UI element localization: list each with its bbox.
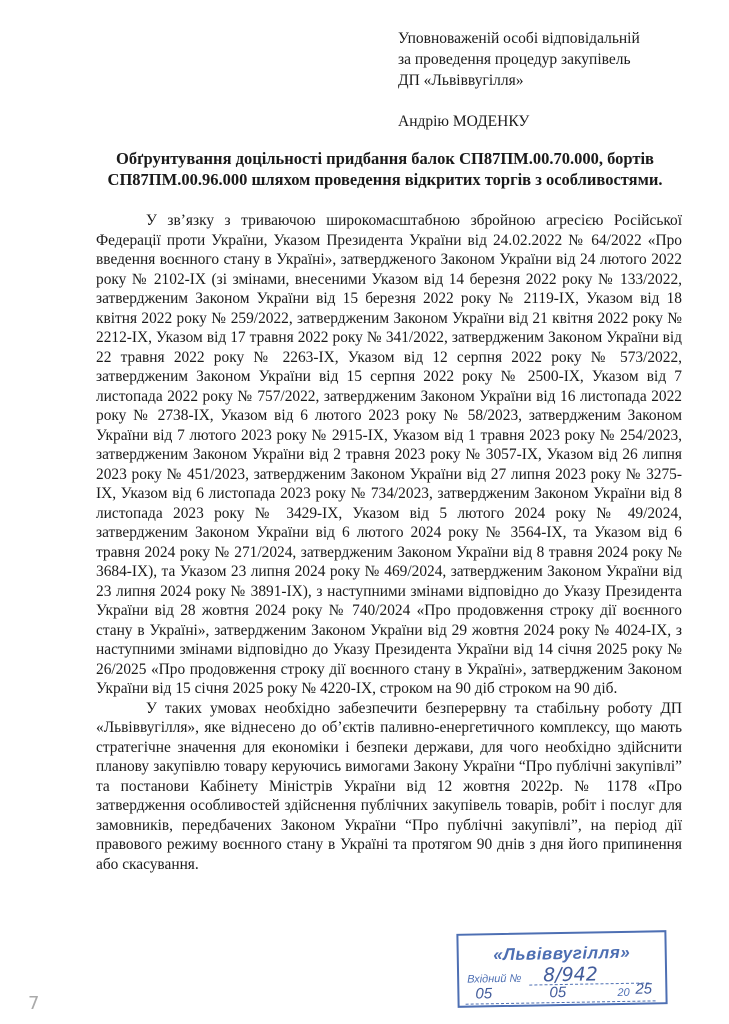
stamp-date-rule [466, 1000, 656, 1004]
stamp-incoming-number: 8/942 [542, 963, 599, 987]
addressee-block [398, 28, 698, 132]
paragraph-justification: У таких умовах необхідно забезпечити безперервну та стабільну роботу ДП «Львіввугілля», яке віднесено до об’єктів паливно-енергетичного комплексу, що мають стратегічне значення для економіки і безпеки держави, для чого необхідно здійснити планову закупівлю товару керуючись вимогами Закону України “Про публічні закупівлі” та постанови Кабінету Міністрів України від 12 жовтня 2022р. № 1178 «Про затвердження особливостей здійснення публічних закупівель товарів, робіт і послуг для замовників, передбачених Законом України “Про публічні закупівлі”, на період дії правового режиму воєнного стану в Україні та протягом 90 днів з дня його припинення або скасування. [96, 699, 682, 873]
document-body [96, 211, 682, 874]
paragraph-martial-law: У зв’язку з триваючою широкомасштабною збройною агресією Російської Федерації проти України, Указом Президента України від 24.02.2022 № 64/2022 «Про введення воєнного стану в Україні», затвердженого Законом України від 24 лютого 2022 року № 2102-ІХ (зі змінами, внесеними Указом від 14 березня 2022 року № 133/2022, затвердженим Законом України від 15 березня 2022 року № 2119-ІХ, Указом від 18 квітня 2022 року № 259/2022, затвердженим Законом України від 21 квітня 2022 року № 2212-ІХ, Указом від 17 травня 2022 року № 341/2022, затвердженим Законом України від 22 травня 2022 року № 2263-ІХ, Указом від 12 серпня 2022 року № 573/2022, затвердженим Законом України від 15 серпня 2022 року № 2500-ІХ, Указом від 7 листопада 2022 року № 757/2022, затвердженим Законом України від 16 листопада 2022 року № 2738-ІХ, Указом від 6 лютого 2023 року № 58/2023, затвердженим Законом України від 7 лютого 2023 року № 2915-ІХ, Указом від 1 травня 2023 року № 254/2023, затвердженим Законом України від 2 травня 2023 року № 3057-ІХ, Указом від 26 липня 2023 року № 451/2023, затвердженим Законом України від 27 липня 2023 року № 3275-ІХ, Указом від 6 листопада 2023 року № 734/2023, затвердженим Законом України від 8 листопада 2023 року № 3429-ІХ, Указом від 5 лютого 2024 року № 49/2024, затвердженим Законом України від 6 лютого 2024 року № 3564-ІХ, та Указом від 6 травня 2024 року № 271/2024, затвердженим Законом України від 8 травня 2024 року № 3684-ІХ), та Указом 23 липня 2024 року № 469/2024, затвердженим Законом України від 23 липня 2024 року № 3891-ІХ), з наступними змінами відповідно до Указу Президента України від 28 жовтня 2024 року № 740/2024 «Про продовження строку дії воєнного стану в Україні», затвердженим Законом України від 29 жовтня 2024 року № 4024-ІХ, з наступними змінами відповідно до Указу Президента України від 14 січня 2025 року № 26/2025 «Про продовження строку дії воєнного стану в Україні», затвердженим Законом України від 15 січня 2025 року № 4220-ІХ, строком на 90 діб строком на 90 діб. [96, 212, 682, 697]
registration-stamp [456, 930, 667, 1008]
title-line-2: СП87ПМ.00.96.000 шляхом проведення відкритих торгів з особливостями. [107, 170, 663, 189]
addressee-line-3: ДП «Львіввугілля» [398, 72, 524, 89]
stamp-month: 05 [549, 983, 567, 1002]
stamp-org: «Львіввугілля» [493, 942, 631, 965]
document-title [60, 148, 710, 190]
margin-mark: 7 [28, 993, 40, 1014]
title-line-1: Обґрунтування доцільності придбання балок СП87ПМ.00.70.000, бортів [116, 149, 654, 168]
stamp-year-prefix: 20 [617, 986, 630, 1000]
stamp-day: 05 [475, 985, 493, 1003]
stamp-incoming-label: Вхідний № [467, 972, 522, 986]
stamp-year-suffix: 25 [635, 980, 653, 998]
addressee-name: Андрію МОДЕНКУ [398, 113, 530, 130]
addressee-line-1: Уповноваженій особі відповідальній [398, 30, 640, 47]
addressee-line-2: за проведення процедур закупівель [398, 51, 631, 68]
